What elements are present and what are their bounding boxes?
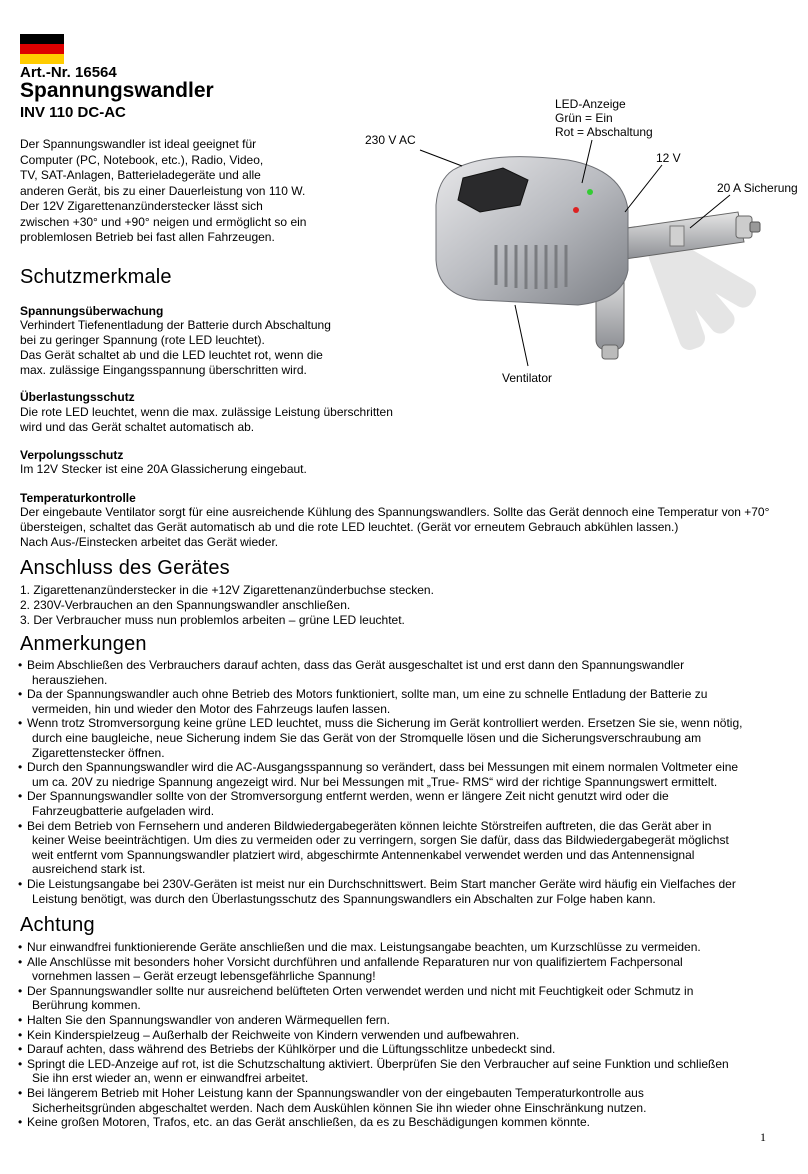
intro-line: problemlosen Betrieb bei fast allen Fahrzeugen. xyxy=(20,230,275,244)
list-item xyxy=(18,1013,788,1028)
paragraph-ueberlastungsschutz xyxy=(20,405,393,435)
intro-line: zwischen +30° und +90° neigen und ermöglicht so ein xyxy=(20,214,307,229)
text-line: bei zu geringer Spannung (rote LED leuchtet). xyxy=(20,333,265,347)
text-line: Zigarettenstecker öffnen. xyxy=(32,745,165,760)
list-item xyxy=(18,877,788,906)
paragraph-temperaturkontrolle xyxy=(20,505,769,550)
section-heading-anschluss: Anschluss des Gerätes xyxy=(20,557,230,579)
text-line: • Wenn trotz Stromversorgung keine grüne LED leuchtet, muss die Sicherung im Gerät kontrolliert werden. Ersetzen Sie sie, wenn nötig, xyxy=(27,716,743,731)
text-line: • Nur einwandfrei funktionierende Geräte anschließen und die max. Leistungsangabe beachten, um Kurzschlüsse zu vermeiden. xyxy=(27,940,701,954)
list-item: 3. Der Verbraucher muss nun problemlos arbeiten – grüne LED leuchtet. xyxy=(20,613,405,627)
page-number: 1 xyxy=(760,1130,766,1144)
list-item xyxy=(18,940,788,955)
text-line: keiner Weise beeinträchtigen. Um dies zu vermeiden oder zu verringern, sorgen Sie dafür, dass das Bildwiedergabegerät möglichst xyxy=(32,833,729,848)
text-line: • Bei längerem Betrieb mit Hoher Leistung kann der Spannungswandler von der eingebauten Temperaturkontrolle aus xyxy=(27,1085,644,1100)
text-line: vermeiden, hin und wieder den Motor des Fahrzeugs laufen lassen. xyxy=(32,701,391,716)
text-line: Verhindert Tiefenentladung der Batterie durch Abschaltung xyxy=(20,318,331,332)
list-item xyxy=(18,760,788,789)
intro-line: Computer (PC, Notebook, etc.), Radio, Video, xyxy=(20,152,264,167)
label-fuse: 20 A Sicherung xyxy=(717,181,798,195)
label-led-line: LED-Anzeige xyxy=(555,97,626,111)
subheading-verpolungsschutz: Verpolungsschutz xyxy=(20,448,124,462)
text-line: Das Gerät schaltet ab und die LED leuchtet rot, wenn die xyxy=(20,348,323,362)
label-led-line: Rot = Abschaltung xyxy=(555,125,653,139)
text-line: • Halten Sie den Spannungswandler von anderen Wärmequellen fern. xyxy=(27,1012,390,1027)
model-name: INV 110 DC-AC xyxy=(20,104,126,121)
text-line: Fahrzeugbatterie aufgeladen wird. xyxy=(32,803,215,818)
list-item xyxy=(18,789,788,818)
text-line: Berührung kommen. xyxy=(32,998,141,1013)
text-line: • Beim Abschließen des Verbrauchers darauf achten, dass das Gerät ausgeschaltet ist und erst dann den Spannungswandler xyxy=(27,658,685,672)
list-item xyxy=(18,658,788,687)
text-line: Im 12V Stecker ist eine 20A Glassicherung eingebaut. xyxy=(20,462,307,476)
text-line: • Der Spannungswandler sollte von der Stromversorgung entfernt werden, wenn er längere Zeit nicht genutzt wird oder die xyxy=(27,789,669,804)
subheading-temperaturkontrolle: Temperaturkontrolle xyxy=(20,491,136,505)
list-item xyxy=(18,1042,788,1057)
text-line: um ca. 20V zu niedrige Spannung angezeigt wird. Nur bei Messungen mit „True- RMS“ wird der richtige Spannungswert ermittelt. xyxy=(32,774,718,789)
label-12v: 12 V xyxy=(656,151,681,165)
text-line: • Der Spannungswandler sollte nur ausreichend belüfteten Orten verwendet werden und nicht mit Feuchtigkeit oder Schmutz in xyxy=(27,983,694,998)
text-line: • Die Leistungsangabe bei 230V-Geräten ist meist nur ein Durchschnittswert. Beim Start mancher Geräte wird häufig ein Vielfaches der xyxy=(27,876,736,891)
text-line: • Kein Kinderspielzeug – Außerhalb der Reichweite von Kindern verwenden und aufbewahren. xyxy=(27,1027,520,1042)
label-fan: Ventilator xyxy=(502,371,553,385)
list-item: 1. Zigarettenanzünderstecker in die +12V Zigarettenanzünderbuchse stecken. xyxy=(20,583,434,597)
text-line: • Durch den Spannungswandler wird die AC-Ausgangsspannung so verändert, dass bei Messungen mit einem normalen Voltmeter eine xyxy=(27,760,739,775)
section-heading-achtung: Achtung xyxy=(20,914,95,936)
anschluss-list xyxy=(20,583,434,628)
text-line: ausreichend stark ist. xyxy=(32,862,146,877)
label-230v-ac: 230 V AC xyxy=(365,133,416,147)
text-line: Die rote LED leuchtet, wenn die max. zulässige Leistung überschritten xyxy=(20,405,393,419)
intro-line: TV, SAT-Anlagen, Batterieladegeräte und alle xyxy=(20,168,261,182)
paragraph-spannungsueberwachung xyxy=(20,318,331,378)
text-line: • Da der Spannungswandler auch ohne Betrieb des Motors funktioniert, sollte man, um eine zu schnelle Entladung der Batterie zu xyxy=(27,687,708,702)
section-heading-anmerkungen: Anmerkungen xyxy=(20,633,147,655)
subheading-ueberlastungsschutz: Überlastungsschutz xyxy=(20,390,135,404)
text-line: • Keine großen Motoren, Trafos, etc. an das Gerät anschließen, da es zu Beschädigungen kommen könnte. xyxy=(27,1115,590,1130)
list-item xyxy=(18,984,788,1013)
section-heading-schutzmerkmale: Schutzmerkmale xyxy=(20,266,172,288)
text-line: • Alle Anschlüsse mit besonders hoher Vorsicht durchführen und anfallende Reparaturen nur von qualifiziertem Fachpersonal xyxy=(27,954,683,969)
anmerkungen-list xyxy=(18,658,788,906)
paragraph-verpolungsschutz xyxy=(20,462,307,477)
article-number: Art.-Nr. 16564 xyxy=(20,64,117,81)
text-line: • Bei dem Betrieb von Fernsehern und anderen Bildwiedergabegeräten können leichte Störstreifen auftreten, die das Gerät aber in xyxy=(27,818,712,833)
page-title: Spannungswandler xyxy=(20,79,214,102)
list-item xyxy=(18,819,788,877)
list-item xyxy=(18,687,788,716)
intro-line: Der Spannungswandler ist ideal geeignet für xyxy=(20,137,257,151)
text-line: max. zulässige Eingangsspannung überschritten wird. xyxy=(20,363,307,377)
text-line: durch eine baugleiche, neue Sicherung indem Sie das Gerät von der Stromquelle lösen und die Sicherungsverschraubung am xyxy=(32,730,702,745)
text-line: • Darauf achten, dass während des Betriebs der Kühlkörper und die Lüftungsschlitze unbedeckt sind. xyxy=(27,1042,556,1057)
list-item xyxy=(18,1057,788,1086)
text-line: • Springt die LED-Anzeige auf rot, ist die Schutzschaltung aktiviert. Überprüfen Sie den Verbraucher auf seine Funktion und schließen xyxy=(27,1056,729,1071)
list-item xyxy=(18,1086,788,1115)
text-line: Sicherheitsgründen abgeschaltet werden. Nach dem Auskühlen können Sie ihn wieder ohne Einschränkung nutzen. xyxy=(32,1100,647,1115)
text-line: herausziehen. xyxy=(32,672,108,687)
text-line: vornehmen lassen – Gerät erzeugt lebensgefährliche Spannung! xyxy=(32,969,376,984)
list-item: 2. 230V-Verbrauchen an den Spannungswandler anschließen. xyxy=(20,598,351,612)
text-line: Leistung benötigt, was durch den Überlastungsschutz des Spannungswandlers ein Abschalten zur Folge haben kann. xyxy=(32,891,656,906)
achtung-list xyxy=(18,940,788,1130)
list-item xyxy=(18,955,788,984)
list-item xyxy=(18,716,788,760)
label-led-line: Grün = Ein xyxy=(555,111,613,125)
list-item xyxy=(18,1028,788,1043)
text-line: übersteigen, schaltet das Gerät automatisch ab und die rote LED leuchtet. (Gerät vor erneutem Gebrauch abkühlen lassen.) xyxy=(20,520,679,534)
text-line: Sie ihn erst wieder an, wenn er einwandfrei arbeitet. xyxy=(32,1071,309,1086)
list-item xyxy=(18,1115,788,1130)
text-line: weit entfernt vom Spannungswandler platziert wird, abgeschirmte Antennenkabel verwendet werden und das Antennensignal xyxy=(32,847,695,862)
subheading-spannungsueberwachung: Spannungsüberwachung xyxy=(20,304,164,318)
intro-line: Der 12V Zigarettenanzünderstecker lässt sich xyxy=(20,199,263,213)
intro-line: anderen Gerät, bis zu einer Dauerleistung von 110 W. xyxy=(20,183,306,198)
text-line: wird und das Gerät schaltet automatisch ab. xyxy=(20,420,255,434)
text-line: Nach Aus-/Einstecken arbeitet das Gerät wieder. xyxy=(20,535,279,549)
text-line: Der eingebaute Ventilator sorgt für eine ausreichende Kühlung des Spannungswandlers. Sollte das Gerät dennoch eine Temperatur von +70° xyxy=(20,505,770,519)
label-led-indicator xyxy=(555,97,653,139)
